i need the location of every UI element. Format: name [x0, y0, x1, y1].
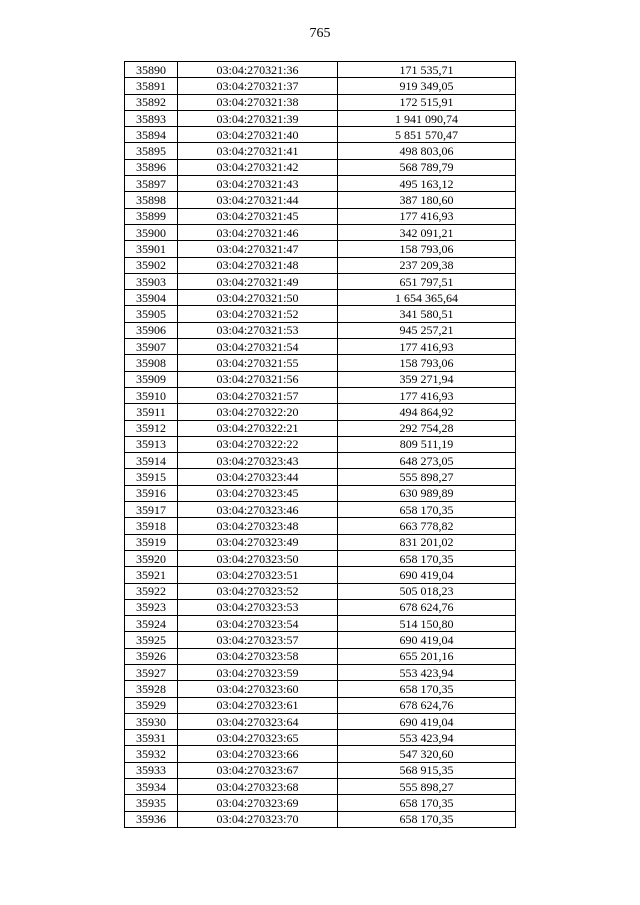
table-row	[125, 599, 516, 615]
table-row	[125, 208, 516, 224]
cadastral-value-cell: 690 419,04	[338, 632, 516, 648]
cadastral-number-cell: 03:04:270321:54	[178, 339, 338, 355]
cadastral-number-cell: 03:04:270321:55	[178, 355, 338, 371]
cadastral-number-cell: 03:04:270321:52	[178, 306, 338, 322]
cadastral-value-cell: 658 170,35	[338, 681, 516, 697]
cadastral-number-cell: 03:04:270323:44	[178, 469, 338, 485]
cadastral-value-cell: 555 898,27	[338, 779, 516, 795]
cadastral-value-cell: 809 511,19	[338, 436, 516, 452]
table-row	[125, 453, 516, 469]
cadastral-number-cell: 03:04:270322:20	[178, 404, 338, 420]
table-row	[125, 583, 516, 599]
cadastral-value-cell: 158 793,06	[338, 355, 516, 371]
cadastral-value-cell: 494 864,92	[338, 404, 516, 420]
row-number-cell: 35897	[125, 176, 178, 192]
cadastral-number-cell: 03:04:270323:69	[178, 795, 338, 811]
cadastral-value-cell: 690 419,04	[338, 567, 516, 583]
row-number-cell: 35934	[125, 779, 178, 795]
cadastral-value-cell: 568 915,35	[338, 762, 516, 778]
table-row	[125, 697, 516, 713]
cadastral-number-cell: 03:04:270323:48	[178, 518, 338, 534]
row-number-cell: 35911	[125, 404, 178, 420]
cadastral-number-cell: 03:04:270321:45	[178, 208, 338, 224]
table-row	[125, 371, 516, 387]
cadastral-value-cell: 648 273,05	[338, 453, 516, 469]
cadastral-number-cell: 03:04:270323:66	[178, 746, 338, 762]
cadastral-number-cell: 03:04:270321:37	[178, 78, 338, 94]
cadastral-value-cell: 495 163,12	[338, 176, 516, 192]
table-row	[125, 730, 516, 746]
cadastral-value-cell: 387 180,60	[338, 192, 516, 208]
row-number-cell: 35929	[125, 697, 178, 713]
table-row	[125, 420, 516, 436]
row-number-cell: 35926	[125, 648, 178, 664]
table-row	[125, 94, 516, 110]
cadastral-value-cell: 651 797,51	[338, 273, 516, 289]
row-number-cell: 35918	[125, 518, 178, 534]
table-row	[125, 127, 516, 143]
row-number-cell: 35908	[125, 355, 178, 371]
row-number-cell: 35924	[125, 616, 178, 632]
row-number-cell: 35893	[125, 110, 178, 126]
row-number-cell: 35903	[125, 273, 178, 289]
cadastral-number-cell: 03:04:270321:47	[178, 241, 338, 257]
cadastral-number-cell: 03:04:270323:53	[178, 599, 338, 615]
cadastral-number-cell: 03:04:270321:46	[178, 224, 338, 240]
cadastral-value-table	[124, 61, 516, 828]
cadastral-number-cell: 03:04:270321:57	[178, 387, 338, 403]
cadastral-value-cell: 498 803,06	[338, 143, 516, 159]
table-row	[125, 290, 516, 306]
row-number-cell: 35917	[125, 502, 178, 518]
row-number-cell: 35898	[125, 192, 178, 208]
row-number-cell: 35902	[125, 257, 178, 273]
cadastral-value-cell: 177 416,93	[338, 208, 516, 224]
table-row	[125, 387, 516, 403]
row-number-cell: 35930	[125, 713, 178, 729]
row-number-cell: 35922	[125, 583, 178, 599]
cadastral-value-cell: 553 423,94	[338, 730, 516, 746]
cadastral-number-cell: 03:04:270323:59	[178, 664, 338, 680]
row-number-cell: 35916	[125, 485, 178, 501]
cadastral-value-cell: 919 349,05	[338, 78, 516, 94]
table-row	[125, 143, 516, 159]
table-row	[125, 436, 516, 452]
table-row	[125, 322, 516, 338]
cadastral-number-cell: 03:04:270321:36	[178, 62, 338, 78]
cadastral-number-cell: 03:04:270321:38	[178, 94, 338, 110]
table-row	[125, 518, 516, 534]
cadastral-number-cell: 03:04:270321:50	[178, 290, 338, 306]
cadastral-number-cell: 03:04:270323:58	[178, 648, 338, 664]
table-row	[125, 257, 516, 273]
cadastral-number-cell: 03:04:270321:43	[178, 176, 338, 192]
table-row	[125, 339, 516, 355]
row-number-cell: 35906	[125, 322, 178, 338]
cadastral-value-cell: 341 580,51	[338, 306, 516, 322]
row-number-cell: 35919	[125, 534, 178, 550]
row-number-cell: 35932	[125, 746, 178, 762]
cadastral-value-cell: 663 778,82	[338, 518, 516, 534]
cadastral-value-cell: 172 515,91	[338, 94, 516, 110]
row-number-cell: 35933	[125, 762, 178, 778]
cadastral-number-cell: 03:04:270323:57	[178, 632, 338, 648]
table-row	[125, 616, 516, 632]
cadastral-number-cell: 03:04:270323:64	[178, 713, 338, 729]
cadastral-number-cell: 03:04:270321:48	[178, 257, 338, 273]
cadastral-value-cell: 655 201,16	[338, 648, 516, 664]
cadastral-value-cell: 658 170,35	[338, 795, 516, 811]
table-row	[125, 746, 516, 762]
row-number-cell: 35935	[125, 795, 178, 811]
cadastral-value-cell: 555 898,27	[338, 469, 516, 485]
cadastral-value-cell: 690 419,04	[338, 713, 516, 729]
row-number-cell: 35904	[125, 290, 178, 306]
cadastral-value-cell: 678 624,76	[338, 599, 516, 615]
table-row	[125, 681, 516, 697]
row-number-cell: 35901	[125, 241, 178, 257]
row-number-cell: 35905	[125, 306, 178, 322]
row-number-cell: 35936	[125, 811, 178, 827]
table-row	[125, 176, 516, 192]
cadastral-value-cell: 658 170,35	[338, 502, 516, 518]
table-row	[125, 550, 516, 566]
cadastral-value-cell: 547 320,60	[338, 746, 516, 762]
cadastral-value-cell: 292 754,28	[338, 420, 516, 436]
cadastral-value-cell: 177 416,93	[338, 339, 516, 355]
cadastral-number-cell: 03:04:270323:54	[178, 616, 338, 632]
table-row	[125, 762, 516, 778]
cadastral-value-cell: 342 091,21	[338, 224, 516, 240]
table-row	[125, 62, 516, 78]
cadastral-number-cell: 03:04:270321:49	[178, 273, 338, 289]
cadastral-number-cell: 03:04:270323:70	[178, 811, 338, 827]
cadastral-number-cell: 03:04:270323:46	[178, 502, 338, 518]
cadastral-number-cell: 03:04:270323:61	[178, 697, 338, 713]
table-row	[125, 404, 516, 420]
row-number-cell: 35890	[125, 62, 178, 78]
cadastral-number-cell: 03:04:270322:22	[178, 436, 338, 452]
cadastral-value-cell: 5 851 570,47	[338, 127, 516, 143]
cadastral-value-cell: 514 150,80	[338, 616, 516, 632]
row-number-cell: 35891	[125, 78, 178, 94]
row-number-cell: 35896	[125, 159, 178, 175]
row-number-cell: 35894	[125, 127, 178, 143]
row-number-cell: 35895	[125, 143, 178, 159]
row-number-cell: 35931	[125, 730, 178, 746]
cadastral-number-cell: 03:04:270323:68	[178, 779, 338, 795]
row-number-cell: 35920	[125, 550, 178, 566]
row-number-cell: 35909	[125, 371, 178, 387]
row-number-cell: 35923	[125, 599, 178, 615]
table-row	[125, 648, 516, 664]
cadastral-value-cell: 237 209,38	[338, 257, 516, 273]
cadastral-number-cell: 03:04:270323:51	[178, 567, 338, 583]
cadastral-value-cell: 630 989,89	[338, 485, 516, 501]
cadastral-number-cell: 03:04:270323:50	[178, 550, 338, 566]
cadastral-value-cell: 568 789,79	[338, 159, 516, 175]
cadastral-number-cell: 03:04:270322:21	[178, 420, 338, 436]
row-number-cell: 35927	[125, 664, 178, 680]
table-row	[125, 355, 516, 371]
cadastral-number-cell: 03:04:270321:44	[178, 192, 338, 208]
table-row	[125, 795, 516, 811]
table-row	[125, 469, 516, 485]
table-row	[125, 159, 516, 175]
cadastral-value-cell: 177 416,93	[338, 387, 516, 403]
table-row	[125, 534, 516, 550]
table-row	[125, 779, 516, 795]
row-number-cell: 35900	[125, 224, 178, 240]
cadastral-value-cell: 158 793,06	[338, 241, 516, 257]
table-row	[125, 78, 516, 94]
cadastral-number-cell: 03:04:270323:49	[178, 534, 338, 550]
row-number-cell: 35925	[125, 632, 178, 648]
cadastral-value-cell: 505 018,23	[338, 583, 516, 599]
row-number-cell: 35892	[125, 94, 178, 110]
table-row	[125, 502, 516, 518]
cadastral-value-cell: 678 624,76	[338, 697, 516, 713]
table-body	[125, 62, 516, 828]
table-row	[125, 567, 516, 583]
table-row	[125, 241, 516, 257]
row-number-cell: 35912	[125, 420, 178, 436]
table-row	[125, 485, 516, 501]
cadastral-number-cell: 03:04:270321:42	[178, 159, 338, 175]
table-row	[125, 664, 516, 680]
cadastral-value-cell: 1 654 365,64	[338, 290, 516, 306]
page-number: 765	[309, 26, 331, 41]
cadastral-number-cell: 03:04:270323:65	[178, 730, 338, 746]
cadastral-value-cell: 658 170,35	[338, 811, 516, 827]
cadastral-number-cell: 03:04:270321:41	[178, 143, 338, 159]
cadastral-number-cell: 03:04:270321:53	[178, 322, 338, 338]
cadastral-value-cell: 658 170,35	[338, 550, 516, 566]
table-row	[125, 224, 516, 240]
row-number-cell: 35914	[125, 453, 178, 469]
cadastral-value-cell: 171 535,71	[338, 62, 516, 78]
row-number-cell: 35907	[125, 339, 178, 355]
cadastral-value-cell: 359 271,94	[338, 371, 516, 387]
row-number-cell: 35913	[125, 436, 178, 452]
table-row	[125, 632, 516, 648]
cadastral-value-cell: 553 423,94	[338, 664, 516, 680]
row-number-cell: 35915	[125, 469, 178, 485]
cadastral-number-cell: 03:04:270321:39	[178, 110, 338, 126]
table-row	[125, 110, 516, 126]
cadastral-number-cell: 03:04:270321:56	[178, 371, 338, 387]
table-row	[125, 811, 516, 827]
cadastral-number-cell: 03:04:270323:52	[178, 583, 338, 599]
table-row	[125, 273, 516, 289]
table-row	[125, 192, 516, 208]
table-row	[125, 306, 516, 322]
row-number-cell: 35899	[125, 208, 178, 224]
cadastral-value-cell: 831 201,02	[338, 534, 516, 550]
cadastral-number-cell: 03:04:270323:67	[178, 762, 338, 778]
table-row	[125, 713, 516, 729]
cadastral-number-cell: 03:04:270323:45	[178, 485, 338, 501]
cadastral-value-cell: 945 257,21	[338, 322, 516, 338]
cadastral-number-cell: 03:04:270321:40	[178, 127, 338, 143]
cadastral-value-cell: 1 941 090,74	[338, 110, 516, 126]
row-number-cell: 35910	[125, 387, 178, 403]
cadastral-number-cell: 03:04:270323:60	[178, 681, 338, 697]
row-number-cell: 35928	[125, 681, 178, 697]
cadastral-number-cell: 03:04:270323:43	[178, 453, 338, 469]
row-number-cell: 35921	[125, 567, 178, 583]
